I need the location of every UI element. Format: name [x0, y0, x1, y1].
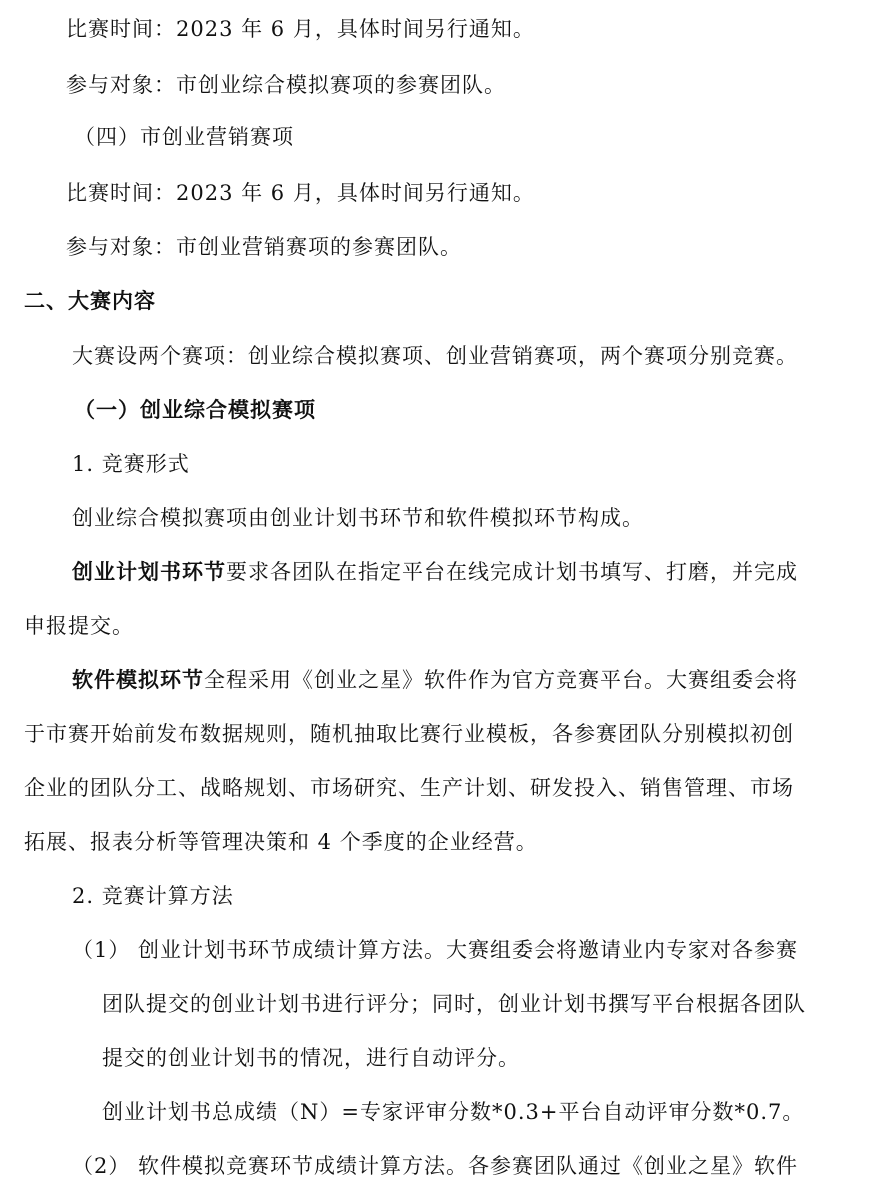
paragraph-participants [66, 70, 506, 100]
paragraph-software-line-1 [72, 665, 798, 695]
heading-text: （一）创业综合模拟赛项 [74, 397, 316, 422]
paragraph-text: 创业综合模拟赛项由创业计划书环节和软件模拟环节构成。 [72, 506, 644, 530]
list-item-text: 提交的创业计划书的情况，进行自动评分。 [102, 1046, 520, 1070]
paragraph-text: 比赛时间：2023 年 6 月，具体时间另行通知。 [66, 181, 535, 205]
section-heading-content [24, 286, 156, 316]
bold-term: 软件模拟环节 [72, 667, 204, 692]
paragraph-competition-time-2 [66, 178, 535, 208]
paragraph-text: 全程采用《创业之星》软件作为官方竞赛平台。大赛组委会将 [204, 668, 798, 692]
paragraph-business-plan-line-2 [24, 611, 134, 641]
list-item-2-line-1 [72, 1151, 798, 1181]
paragraph-text: 于市赛开始前发布数据规则，随机抽取比赛行业模板，各参赛团队分别模拟初创 [24, 722, 794, 746]
paragraph-software-line-3 [24, 773, 794, 803]
formula-text: 创业计划书总成绩（N）=专家评审分数*0.3+平台自动评审分数*0.7。 [102, 1100, 805, 1124]
paragraph-participants-2 [66, 232, 462, 262]
list-item-1-line-1 [72, 935, 798, 965]
paragraph-text: 大赛设两个赛项：创业综合模拟赛项、创业营销赛项，两个赛项分别竞赛。 [72, 344, 798, 368]
paragraph-text: 企业的团队分工、战略规划、市场研究、生产计划、研发投入、销售管理、市场 [24, 776, 794, 800]
paragraph-competition-time [66, 14, 535, 44]
paragraph-simulation-structure [72, 503, 644, 533]
paragraph-business-plan-line-1 [72, 557, 798, 587]
heading-text: 二、大赛内容 [24, 288, 156, 313]
formula-line [102, 1097, 804, 1127]
section-heading-simulation [74, 395, 316, 425]
bold-term: 创业计划书环节 [72, 559, 226, 584]
paragraph-text: 申报提交。 [24, 614, 134, 638]
section-heading-marketing [74, 122, 294, 152]
paragraph-software-line-2 [24, 719, 794, 749]
list-item-text: （2） 软件模拟竞赛环节成绩计算方法。各参赛团队通过《创业之星》软件 [72, 1154, 799, 1178]
list-item-text: 团队提交的创业计划书进行评分；同时，创业计划书撰写平台根据各团队 [102, 992, 806, 1016]
heading-text: （四）市创业营销赛项 [74, 125, 294, 149]
paragraph-text: 要求各团队在指定平台在线完成计划书填写、打磨，并完成 [226, 560, 798, 584]
paragraph-software-line-4 [24, 827, 538, 857]
list-item-text: （1） 创业计划书环节成绩计算方法。大赛组委会将邀请业内专家对各参赛 [72, 938, 799, 962]
paragraph-text: 比赛时间：2023 年 6 月，具体时间另行通知。 [66, 17, 535, 41]
paragraph-text: 参与对象：市创业营销赛项的参赛团队。 [66, 235, 462, 259]
paragraph-text: 参与对象：市创业综合模拟赛项的参赛团队。 [66, 73, 506, 97]
subheading-competition-form [72, 449, 190, 479]
heading-text: 2. 竞赛计算方法 [72, 884, 234, 908]
list-item-1-line-2 [102, 989, 806, 1019]
list-item-1-line-3 [102, 1043, 520, 1073]
subheading-calculation-method [72, 881, 234, 911]
paragraph-text: 拓展、报表分析等管理决策和 4 个季度的企业经营。 [24, 830, 538, 854]
paragraph-events-overview [72, 341, 798, 371]
heading-text: 1. 竞赛形式 [72, 452, 190, 476]
